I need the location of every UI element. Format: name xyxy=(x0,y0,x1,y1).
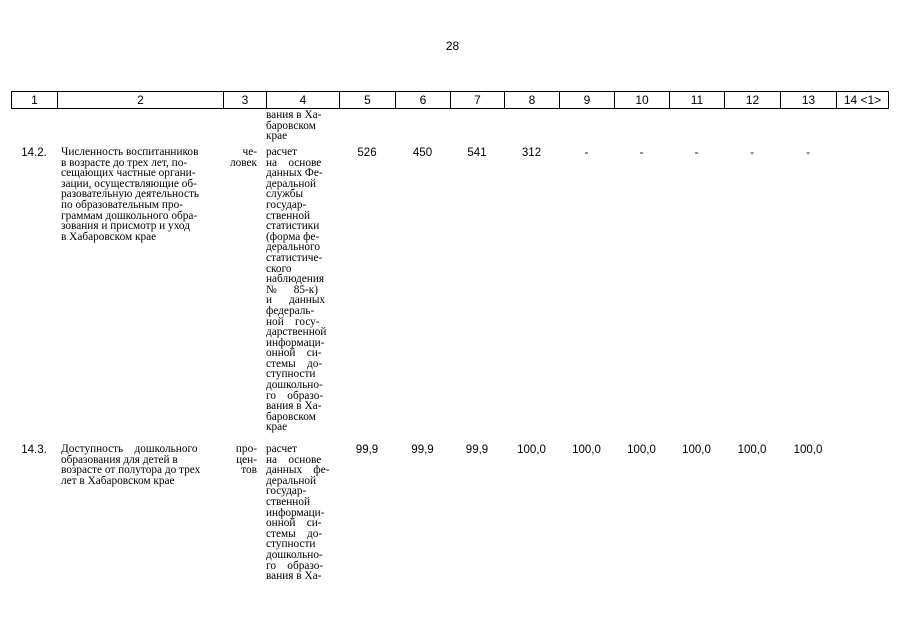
value-cell: - xyxy=(694,147,699,159)
row-number: 14.2. xyxy=(21,147,47,159)
column-number: 5 xyxy=(340,92,396,109)
value-cell: 450 xyxy=(412,147,433,159)
value-cell: - xyxy=(750,147,754,159)
value-cell: 100,0 xyxy=(517,444,546,456)
indicator-name: Численность воспитанников в возрасте до трех лет, по- сещающих частные органи- зации, осуществляющие об- разовательную деятельность по образовательным про- граммам дошкольного обра- зования и присмотр и уход в Хабаровском крае xyxy=(61,146,200,243)
column-number: 14 <1> xyxy=(837,92,889,109)
value-cell: - xyxy=(639,147,644,159)
column-number: 12 xyxy=(725,92,781,109)
indicator-name: Доступность дошкольного образования для детей в возрасте от полутора до трех лет в Хабаровском крае xyxy=(61,443,201,487)
value-cell: 100,0 xyxy=(572,444,601,456)
page-number: 28 xyxy=(445,39,460,53)
continued-source-cell: вания в Ха- баровском крае xyxy=(266,109,322,143)
column-number: 8 xyxy=(505,92,560,109)
value-cell: 100,0 xyxy=(793,444,823,456)
data-source: расчет на основе данных Фе- деральной службы государ- ственной статистики (форма фе- дерального статистиче- ского наблюдения № 85-к) и данных федераль- ной госу- дарственной информаци- онной си- стемы до- ступности дошкольно- го образо- вания в Ха- баровском крае xyxy=(266,146,327,434)
value-cell: 100,0 xyxy=(682,444,711,456)
column-number: 3 xyxy=(224,92,267,109)
column-number: 11 xyxy=(670,92,725,109)
column-number: 9 xyxy=(560,92,615,109)
value-cell: - xyxy=(584,147,589,159)
column-number: 7 xyxy=(451,92,505,109)
column-number: 1 xyxy=(12,92,58,109)
value-cell: 526 xyxy=(357,147,377,159)
value-cell: 100,0 xyxy=(737,444,767,456)
value-cell: 99,9 xyxy=(411,444,434,456)
column-number: 13 xyxy=(781,92,837,109)
value-cell: 312 xyxy=(521,147,542,159)
column-number: 4 xyxy=(267,92,340,109)
value-cell: - xyxy=(806,147,810,159)
column-number: 6 xyxy=(396,92,451,109)
value-cell: 100,0 xyxy=(627,444,656,456)
column-number: 2 xyxy=(58,92,224,109)
column-number: 10 xyxy=(615,92,670,109)
value-cell: 99,9 xyxy=(465,444,489,456)
column-number-header xyxy=(11,91,889,109)
data-source: расчет на основе данных фе- деральной государ- ственной информаци- онной си- стемы до- ступности дошкольно- го образо- вания в Ха- xyxy=(266,443,330,583)
value-cell: 541 xyxy=(467,147,487,159)
value-cell: 99,9 xyxy=(355,444,379,456)
unit-of-measure: че- ловек xyxy=(229,146,257,169)
row-number: 14.3. xyxy=(21,444,47,456)
unit-of-measure: про- цен- тов xyxy=(235,443,257,477)
